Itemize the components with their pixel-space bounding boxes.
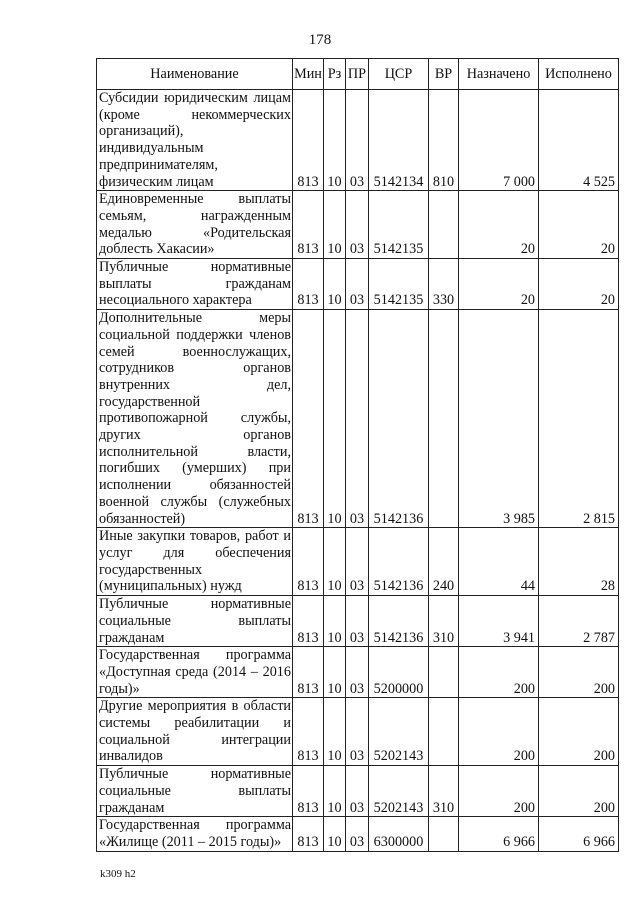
cell-min: 813 bbox=[293, 596, 324, 647]
cell-min: 813 bbox=[293, 191, 324, 259]
cell-executed: 2 787 bbox=[539, 596, 619, 647]
table-row bbox=[97, 596, 619, 647]
cell-assigned: 3 985 bbox=[459, 310, 539, 528]
cell-assigned: 20 bbox=[459, 191, 539, 259]
cell-csr: 5202143 bbox=[369, 766, 429, 817]
table-row bbox=[97, 817, 619, 851]
cell-csr: 5142135 bbox=[369, 259, 429, 310]
cell-csr: 5142134 bbox=[369, 90, 429, 191]
cell-assigned: 200 bbox=[459, 766, 539, 817]
cell-min: 813 bbox=[293, 766, 324, 817]
cell-assigned: 200 bbox=[459, 647, 539, 698]
cell-min: 813 bbox=[293, 90, 324, 191]
cell-rz: 10 bbox=[324, 90, 346, 191]
cell-rz: 10 bbox=[324, 596, 346, 647]
table-body bbox=[97, 90, 619, 852]
cell-name: Дополнительные меры социальной поддержки членов семей военнослужащих, сотрудников органов внутренних дел, государственной противопожарной службы, других органов исполнительной власти, погибших (умерших) при исполнении обязанностей военной службы (служебных обязанностей) bbox=[97, 310, 293, 528]
header-min: Мин bbox=[293, 59, 324, 90]
cell-assigned: 44 bbox=[459, 528, 539, 596]
cell-pr: 03 bbox=[346, 766, 369, 817]
table-row bbox=[97, 310, 619, 528]
cell-pr: 03 bbox=[346, 698, 369, 766]
cell-vr bbox=[429, 698, 459, 766]
cell-name: Другие мероприятия в области системы реабилитации и социальной интеграции инвалидов bbox=[97, 698, 293, 766]
cell-assigned: 3 941 bbox=[459, 596, 539, 647]
cell-pr: 03 bbox=[346, 191, 369, 259]
budget-table bbox=[96, 58, 619, 852]
cell-executed: 6 966 bbox=[539, 817, 619, 851]
cell-executed: 200 bbox=[539, 698, 619, 766]
cell-pr: 03 bbox=[346, 817, 369, 851]
cell-csr: 5142136 bbox=[369, 528, 429, 596]
cell-csr: 5200000 bbox=[369, 647, 429, 698]
table-row bbox=[97, 90, 619, 191]
cell-min: 813 bbox=[293, 259, 324, 310]
cell-rz: 10 bbox=[324, 766, 346, 817]
header-csr: ЦСР bbox=[369, 59, 429, 90]
cell-name: Иные закупки товаров, работ и услуг для обеспечения государственных (муниципальных) нужд bbox=[97, 528, 293, 596]
table-row bbox=[97, 766, 619, 817]
cell-name: Публичные нормативные выплаты гражданам несоциального характера bbox=[97, 259, 293, 310]
cell-rz: 10 bbox=[324, 698, 346, 766]
cell-name: Субсидии юридическим лицам (кроме некоммерческих организаций), индивидуальным предпринимателям, физическим лицам bbox=[97, 90, 293, 191]
page-number: 178 bbox=[308, 32, 332, 48]
cell-pr: 03 bbox=[346, 90, 369, 191]
cell-vr: 310 bbox=[429, 596, 459, 647]
table-row bbox=[97, 191, 619, 259]
cell-pr: 03 bbox=[346, 528, 369, 596]
header-vr: ВР bbox=[429, 59, 459, 90]
header-pr: ПР bbox=[346, 59, 369, 90]
cell-rz: 10 bbox=[324, 191, 346, 259]
cell-executed: 28 bbox=[539, 528, 619, 596]
cell-vr bbox=[429, 647, 459, 698]
table-row bbox=[97, 528, 619, 596]
cell-name: Единовременные выплаты семьям, награжденным медалью «Родительская доблесть Хакасии» bbox=[97, 191, 293, 259]
cell-csr: 6300000 bbox=[369, 817, 429, 851]
cell-min: 813 bbox=[293, 647, 324, 698]
cell-min: 813 bbox=[293, 817, 324, 851]
cell-name: Публичные нормативные социальные выплаты гражданам bbox=[97, 766, 293, 817]
cell-pr: 03 bbox=[346, 310, 369, 528]
cell-executed: 4 525 bbox=[539, 90, 619, 191]
table-row bbox=[97, 259, 619, 310]
cell-rz: 10 bbox=[324, 310, 346, 528]
cell-assigned: 200 bbox=[459, 698, 539, 766]
cell-vr: 330 bbox=[429, 259, 459, 310]
cell-rz: 10 bbox=[324, 528, 346, 596]
cell-assigned: 7 000 bbox=[459, 90, 539, 191]
table-header-row bbox=[97, 59, 619, 90]
header-assigned: Назначено bbox=[459, 59, 539, 90]
header-rz: Рз bbox=[324, 59, 346, 90]
cell-name: Государственная программа «Доступная среда (2014 – 2016 годы)» bbox=[97, 647, 293, 698]
cell-csr: 5142136 bbox=[369, 596, 429, 647]
cell-pr: 03 bbox=[346, 259, 369, 310]
cell-min: 813 bbox=[293, 698, 324, 766]
header-executed: Исполнено bbox=[539, 59, 619, 90]
table-row bbox=[97, 698, 619, 766]
cell-assigned: 6 966 bbox=[459, 817, 539, 851]
cell-vr: 240 bbox=[429, 528, 459, 596]
table-row bbox=[97, 647, 619, 698]
cell-vr: 810 bbox=[429, 90, 459, 191]
cell-min: 813 bbox=[293, 310, 324, 528]
cell-pr: 03 bbox=[346, 596, 369, 647]
cell-rz: 10 bbox=[324, 647, 346, 698]
cell-rz: 10 bbox=[324, 259, 346, 310]
cell-vr bbox=[429, 817, 459, 851]
cell-min: 813 bbox=[293, 528, 324, 596]
cell-executed: 2 815 bbox=[539, 310, 619, 528]
cell-vr bbox=[429, 191, 459, 259]
cell-rz: 10 bbox=[324, 817, 346, 851]
footer-code: k309 h2 bbox=[100, 868, 136, 880]
cell-executed: 20 bbox=[539, 191, 619, 259]
cell-csr: 5142136 bbox=[369, 310, 429, 528]
cell-pr: 03 bbox=[346, 647, 369, 698]
cell-executed: 200 bbox=[539, 647, 619, 698]
cell-name: Государственная программа «Жилище (2011 – 2015 годы)» bbox=[97, 817, 293, 851]
cell-name: Публичные нормативные социальные выплаты гражданам bbox=[97, 596, 293, 647]
header-name: Наименование bbox=[97, 59, 293, 90]
cell-vr: 310 bbox=[429, 766, 459, 817]
cell-executed: 200 bbox=[539, 766, 619, 817]
cell-csr: 5142135 bbox=[369, 191, 429, 259]
cell-executed: 20 bbox=[539, 259, 619, 310]
cell-csr: 5202143 bbox=[369, 698, 429, 766]
cell-vr bbox=[429, 310, 459, 528]
cell-assigned: 20 bbox=[459, 259, 539, 310]
